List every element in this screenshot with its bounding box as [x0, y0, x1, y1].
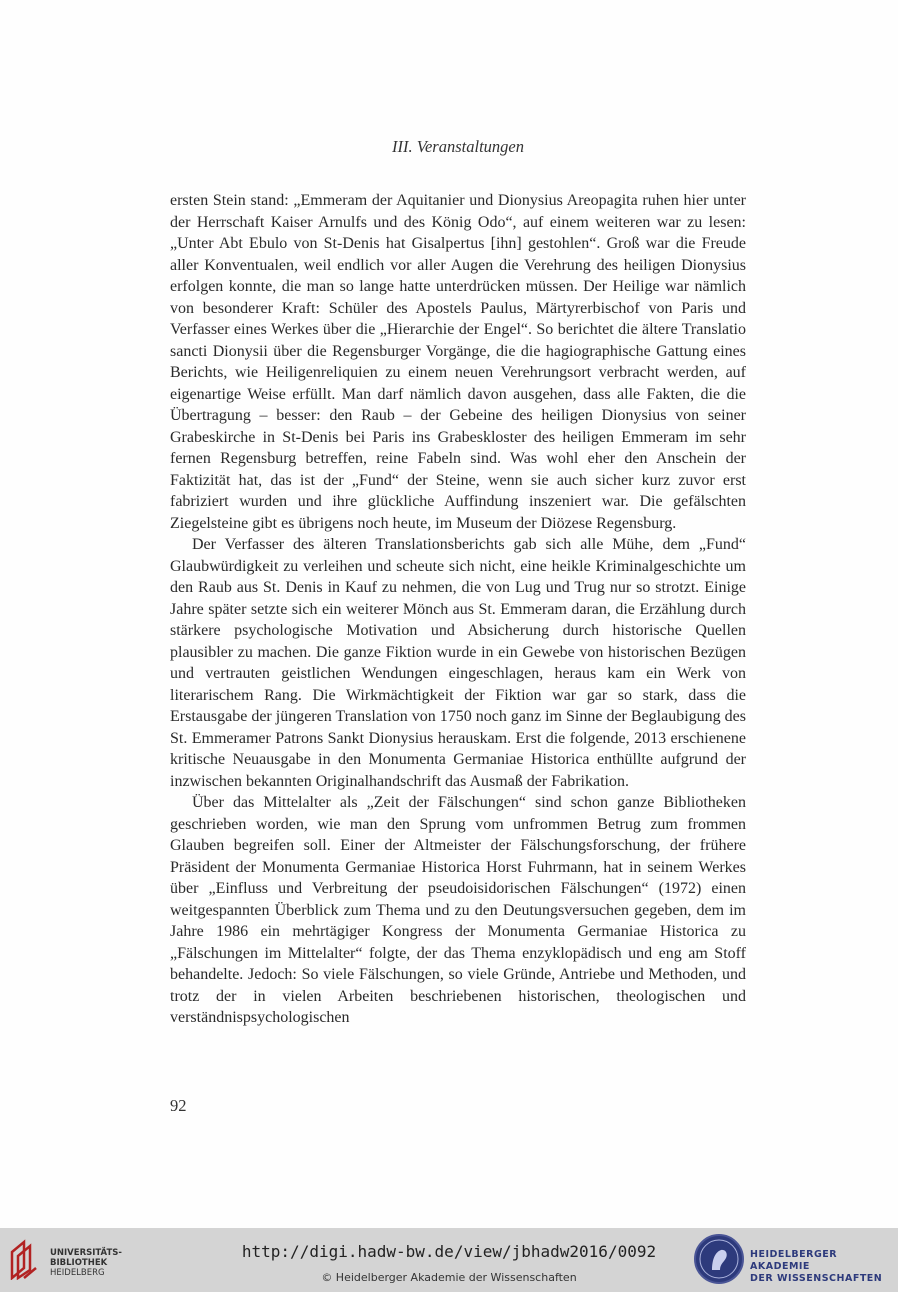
permalink-url[interactable]: http://digi.hadw-bw.de/view/jbhadw2016/0092: [241, 1242, 657, 1261]
academy-logo-text: [750, 1249, 894, 1285]
academy-logo-line: HEIDELBERGER AKADEMIE: [750, 1249, 838, 1272]
copyright-notice: © Heidelberger Akademie der Wissenschaften: [321, 1271, 577, 1284]
paragraph: ersten Stein stand: „Emmeram der Aquitanier und Dionysius Areopagita ruhen hier unter der Herrschaft Kaiser Arnulfs und des König Odo“, auf einem weiteren war zu lesen: „Unter Abt Ebulo von St-Denis hat Gisalpertus [ihn] gestohlen“. Groß war die Freude aller Konventualen, weil endlich vor aller Augen die Verehrung des heiligen Dionysius erfolgen konnte, die man so lange hatte unterdrücken müssen. Der Heilige war nämlich von besonderer Kraft: Schüler des Apostels Paulus, Märtyrerbischof von Paris und Verfasser eines Werkes über die „Hierarchie der Engel“. So berichtet die ältere Translatio sancti Dionysii über die Regensburger Vorgänge, die die hagiographische Gattung eines Berichts, wie Heiligenreliquien zu einem neuen Verehrungsort verbracht werden, auf eigenartige Weise erfüllt. Man darf nämlich davon ausgehen, dass alle Fakten, die die Übertragung – besser: den Raub – der Gebeine des heiligen Dionysius von seiner Grabeskirche in St-Denis bei Paris ins Grabeskloster des heiligen Emmeram im sehr fernen Regensburg betreffen, reine Fabeln sind. Was wohl eher den Anschein der Faktizität hat, das ist der „Fund“ der Steine, wenn sie auch sicher kurz zuvor erst fabriziert wurden und ihre glückliche Auffindung inszeniert war. Die gefälschten Ziegelsteine gibt es übrigens noch heute, im Museum der Diözese Regensburg.: [170, 192, 746, 532]
page-number: 92: [170, 1096, 187, 1115]
paragraph: Über das Mittelalter als „Zeit der Fälschungen“ sind schon ganze Bibliotheken geschrieben worden, wie man den Sprung vom unfrommen Betrug zum frommen Glauben begreifen soll. Einer der Altmeister der Fälschungsforschung, der frühere Präsident der Monumenta Germaniae Historica Horst Fuhrmann, hat in seinem Werkes über „Einfluss und Verbreitung der pseudoisidorischen Fälschungen“ (1972) einen weitgespannten Überblick zum Thema und zu den Deutungsversuchen gegeben, dem im Jahre 1986 ein mehrtägiger Kongress der Monumenta Germaniae Historica zu „Fälschungen im Mittelalter“ folgte, der das Thema enzyklopädisch und eng am Stoff behandelte. Jedoch: So viele Fälschungen, so viele Gründe, Antriebe und Methoden, und trotz der in vielen Arbeiten beschriebenen historischen, theologischen und verständnispsychologischen: [170, 794, 746, 1026]
footer-bar: [0, 1228, 898, 1292]
running-head: III. Veranstaltungen: [392, 137, 524, 156]
academy-logo[interactable]: [694, 1234, 894, 1286]
academy-logo-line: DER WISSENSCHAFTEN: [750, 1273, 883, 1284]
ub-logo-line: BIBLIOTHEK: [50, 1258, 108, 1268]
ub-logo-line: HEIDELBERG: [50, 1268, 105, 1278]
paragraph: Der Verfasser des älteren Translationsberichts gab sich alle Mühe, dem „Fund“ Glaubwürdigkeit zu verleihen und scheute sich nicht, eine heikle Kriminalgeschichte um den Raub aus St. Denis in Kauf zu nehmen, die von Lug und Trug nur so strotzt. Einige Jahre später setzte sich ein weiterer Mönch aus St. Emmeram daran, die Erzählung durch stärkere psychologische Motivation und Absicherung durch historische Quellen plausibler zu machen. Die ganze Fiktion wurde in ein Gewebe von historischen Bezügen und vertrauten geistlichen Wendungen eingeschlagen, heraus kam ein Werk von literarischem Rang. Die Wirkmächtigkeit der Fiktion war gar so stark, dass die Erstausgabe der jüngeren Translation von 1750 noch ganz im Sinne der Beglaubigung des St. Emmeramer Patrons Sankt Dionysius herauskam. Erst die folgende, 2013 erschienene kritische Neuausgabe in den Monumenta Germaniae Historica enthüllte aufgrund der inzwischen bekannten Originalhandschrift das Ausmaß der Fabrikation.: [170, 536, 746, 790]
body-text: [170, 190, 746, 1029]
ub-logo-line: UNIVERSITÄTS-: [50, 1248, 122, 1258]
academy-seal-icon: [694, 1234, 744, 1284]
